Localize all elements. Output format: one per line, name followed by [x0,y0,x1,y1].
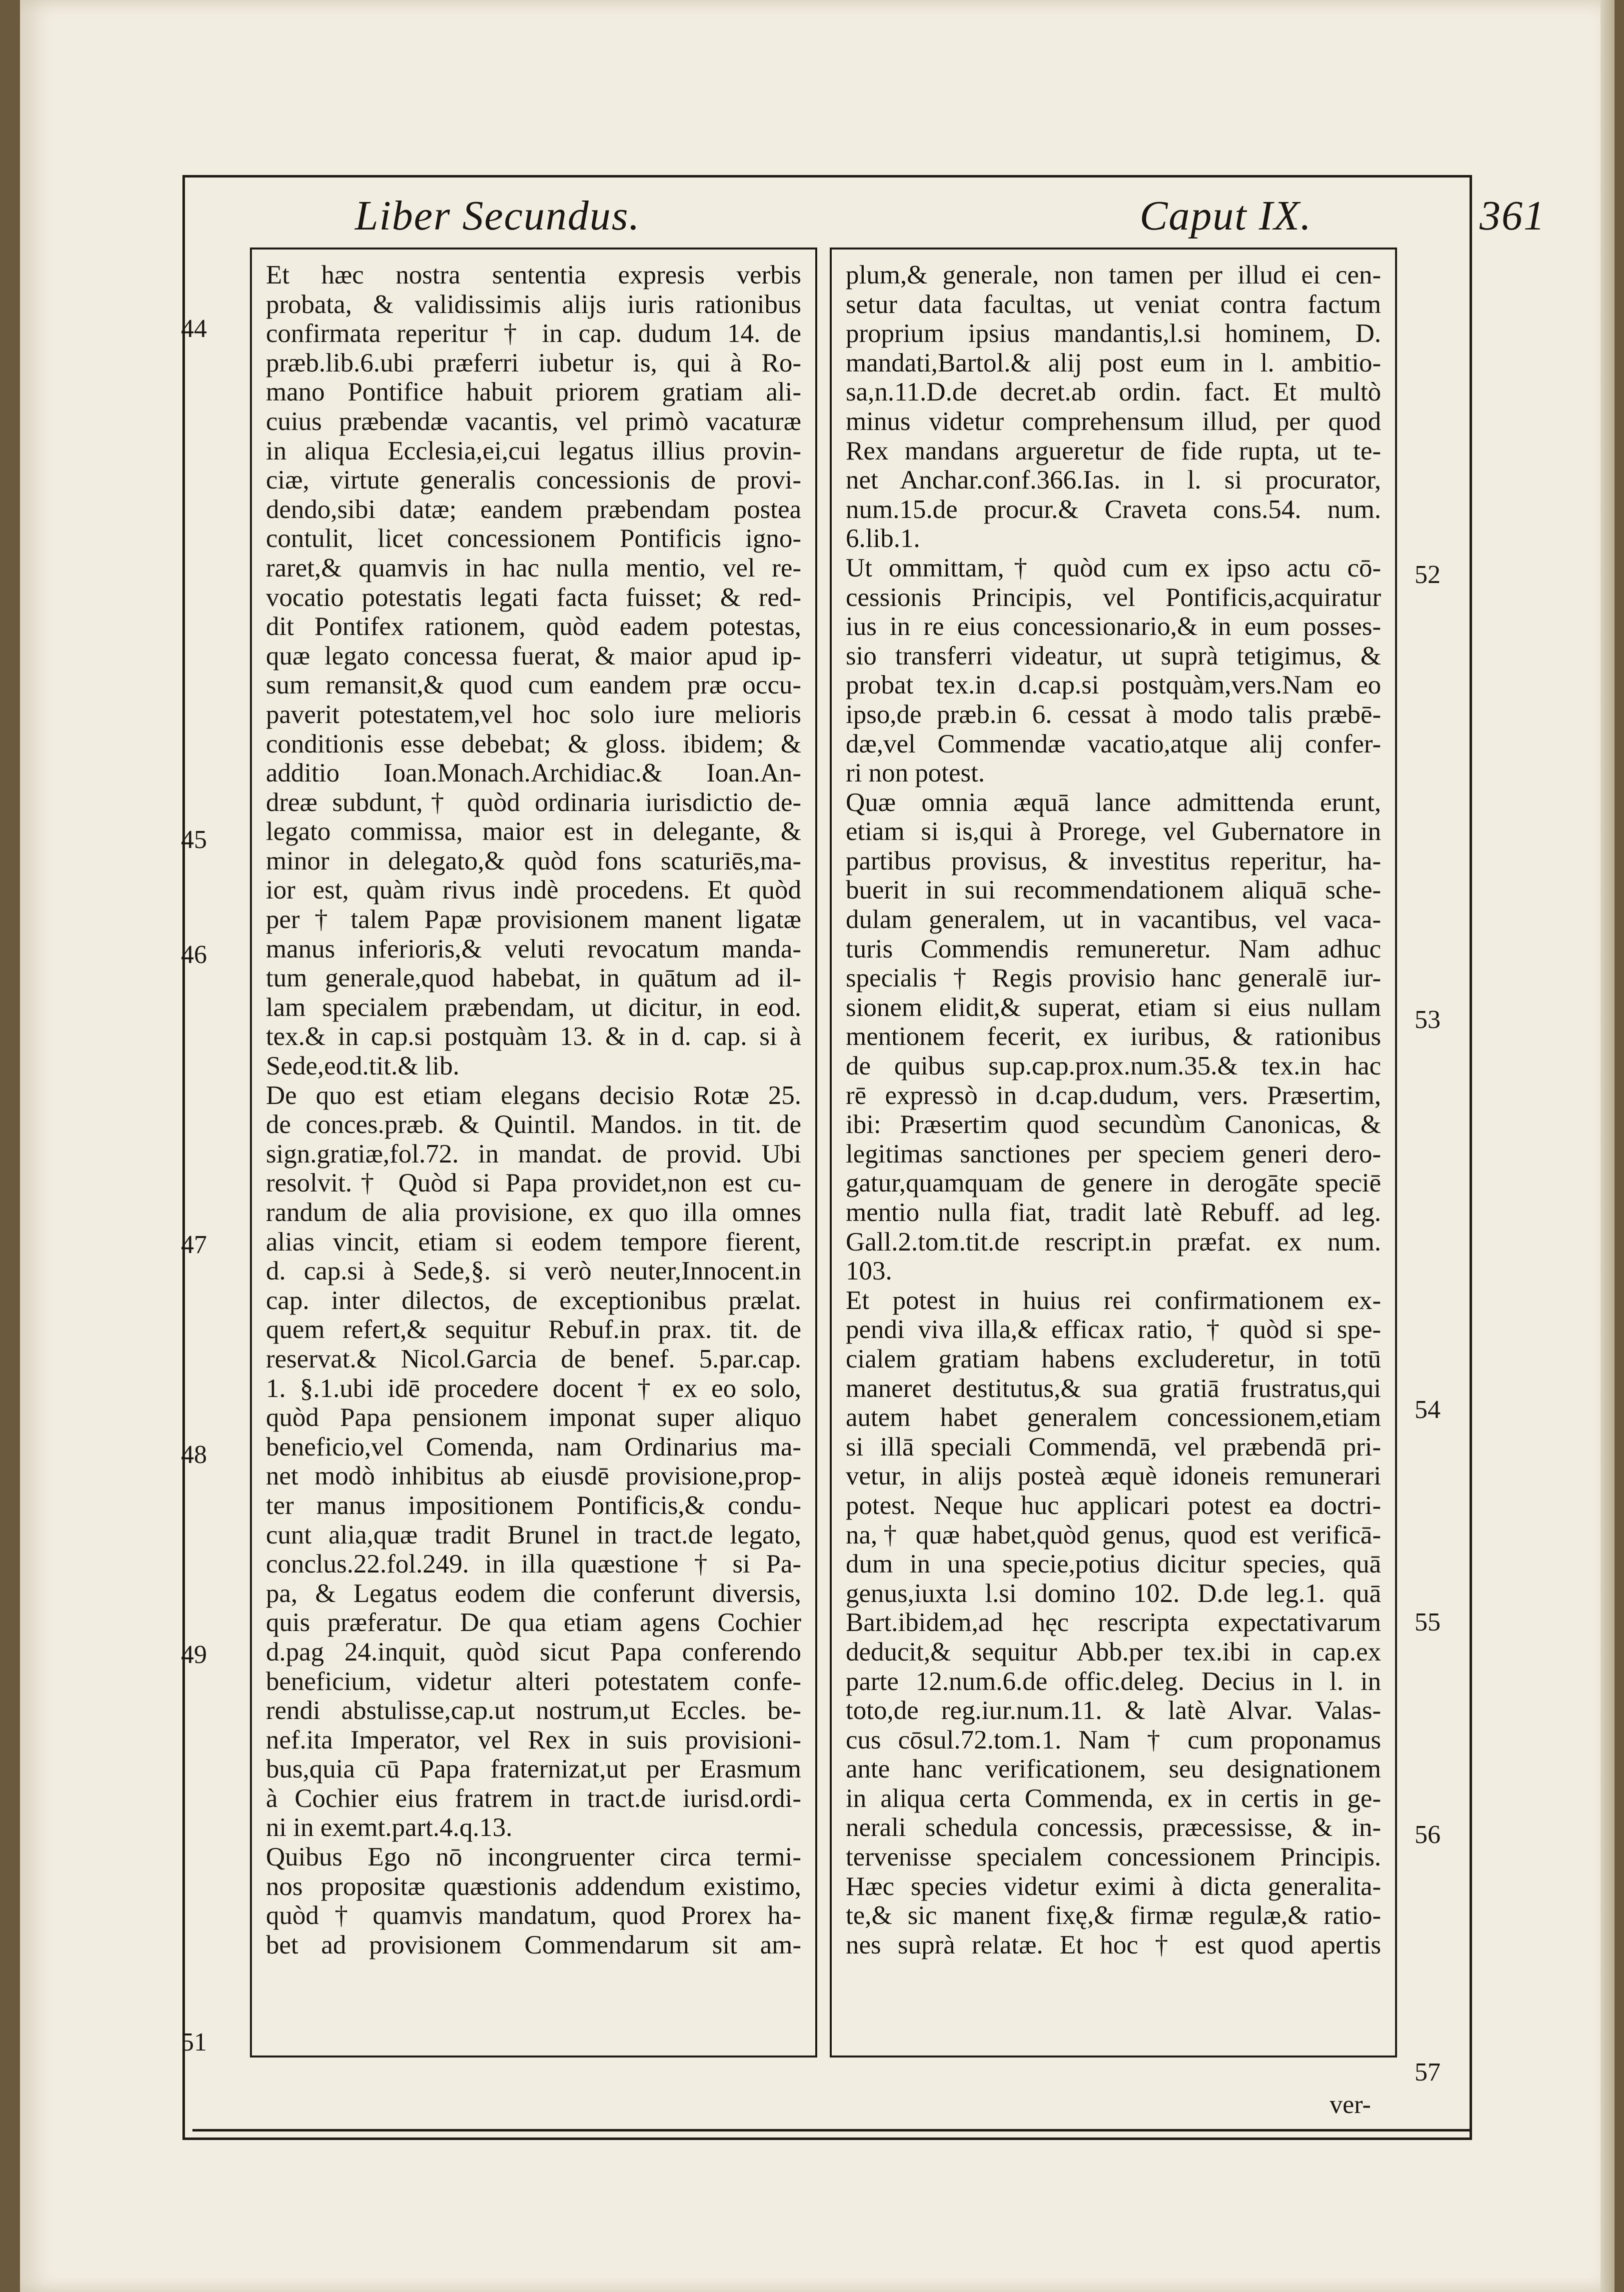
text-line: quis præferatur. De qua etiam agens Cochier [266,1608,801,1638]
catchword: ver- [1330,2090,1371,2119]
text-line: turis Commendis remuneretur. Nam adhuc [846,934,1381,964]
running-header [185,178,1546,248]
text-line: quem refert,& sequitur Rebuf.in prax. tit. de [266,1315,801,1344]
text-line: setur data facultas, ut veniat contra factum [846,290,1381,319]
text-line: pa, & Legatus eodem die conferunt diversis, [266,1578,801,1608]
text-line: net modò inhibitus ab eiusdē provisione,prop- [266,1462,801,1491]
text-line: dendo,sibi datæ; eandem præbendam postea [266,494,801,524]
margin-number: 47 [181,1230,207,1259]
text-line: cap. inter dilectos, de exceptionibus prælat. [266,1286,801,1315]
text-line: lam specialem præbendam, ut dicitur, in eod. [266,992,801,1022]
margin-number: 52 [1415,560,1441,589]
text-line: quæ legato concessa fuerat, & maior apud ip- [266,641,801,670]
text-line: resolvit.† Quòd si Papa providet,non est cu- [266,1168,801,1198]
text-line: probata, & validissimis alijs iuris rationibus [266,290,801,319]
margin-number: 46 [181,940,207,969]
text-line: probat tex.in d.cap.si postquàm,vers.Nam eo [846,670,1381,700]
margin-number: 56 [1415,1820,1441,1849]
text-line: Sede,eod.tit.& lib. [266,1052,460,1081]
text-line: 1. §.1.ubi idē procedere docent † ex eo solo, [266,1374,801,1403]
text-line: maneret destitutus,& sua gratiā frustratus,qui [846,1374,1381,1403]
text-line: manus inferioris,& veluti revocatum manda- [266,934,801,964]
text-line: à Cochier eius fratrem in tract.de iurisd.ordi- [266,1784,801,1813]
text-line: minus videtur comprehensum illud, per quod [846,406,1381,436]
text-line: nerali schedula concessis, præcessisse, & in- [846,1813,1381,1842]
text-line: net Anchar.conf.366.Ias. in l. si procurator, [846,466,1381,495]
text-line: randum de alia provisione, ex quo illa omnes [266,1198,801,1227]
text-line: bus,quia cū Papa fraternizat,ut per Erasmum [266,1754,801,1784]
text-line: ni in exemt.part.4.q.13. [266,1813,513,1842]
text-line: tum generale,quod habebat, in quātum ad il- [266,964,801,993]
header-chapter: Caput IX. [1140,192,1312,239]
right-text-column [830,248,1397,2058]
text-line: sionem elidit,& superat, etiam si eius nullam [846,992,1381,1022]
header-book-title: Liber Secundus. [355,192,641,239]
left-text-column [250,248,817,2058]
text-line: nes suprà relatæ. Et hoc † est quod apertis [846,1930,1381,1960]
text-line: ipso,de præb.in 6. cessat à modo talis præbē- [846,700,1381,729]
bottom-rule [192,2129,1470,2132]
text-line: d. cap.si à Sede,§. si verò neuter,Innocent.in [266,1256,801,1286]
text-line: toto,de reg.iur.num.11. & latè Alvar. Valas- [846,1696,1381,1726]
text-line: ri non potest. [846,758,985,788]
text-line: etiam si is,qui à Prorege, vel Gubernatore in [846,817,1381,846]
text-line: in aliqua certa Commenda, ex in certis in ge- [846,1784,1381,1813]
text-line: tex.& in cap.si postquàm 13. & in d. cap. si à [266,1022,801,1052]
text-line: gatur,quamquam de genere in derogāte speciē [846,1168,1381,1198]
text-line: cuius præbendæ vacantis, vel primò vacaturæ [266,406,801,436]
text-line: vocatio potestatis legati facta fuisset; & red- [266,582,801,612]
text-line: cialem gratiam habens excluderetur, in totū [846,1344,1381,1374]
text-line: De quo est etiam elegans decisio Rotæ 25. [266,1080,801,1110]
text-line: rendi abstulisse,cap.ut nostrum,ut Eccles. be- [266,1696,801,1726]
text-line: 103. [846,1256,892,1286]
text-line: ibi: Præsertim quod secundùm Canonicas, & [846,1110,1381,1140]
text-line: num.15.de procur.& Craveta cons.54. num. [846,494,1381,524]
text-line: additio Ioan.Monach.Archidiac.& Ioan.An- [266,758,801,788]
text-line: plum,& generale, non tamen per illud ei cen- [846,260,1381,290]
margin-number: 49 [181,1640,207,1669]
text-line: buerit in sui recommendationem aliquā sche- [846,876,1381,905]
text-line: si illā speciali Commendā, vel præbendā pri- [846,1432,1381,1462]
text-line: te,& sic manent fixę,& firmæ regulæ,& ratio- [846,1901,1381,1930]
page-edge [1601,0,1615,2292]
text-line: beneficio,vel Comenda, nam Ordinarius ma- [266,1432,801,1462]
text-line: rē expressò in d.cap.dudum, vers. Præsertim, [846,1080,1381,1110]
text-line: dæ,vel Commendæ vacatio,atque alij confer- [846,729,1381,758]
text-line: ior est, quàm rivus indè procedens. Et quòd [266,876,801,905]
text-line: na,† quæ habet,quòd genus, quod est verificā- [846,1520,1381,1550]
text-line: Quibus Ego nō incongruenter circa termi- [266,1842,801,1872]
text-line: raret,& quamvis in hac nulla mentio, vel re- [266,553,801,582]
text-line: de conces.præb. & Quintil. Mandos. in tit. de [266,1110,801,1140]
text-line: potest. Neque huc applicari potest ea doctri- [846,1490,1381,1520]
text-line: Gall.2.tom.tit.de rescript.in præfat. ex num. [846,1227,1381,1256]
text-line: legitimas sanctiones per speciem generi dero- [846,1139,1381,1168]
text-line: vetur, in alijs posteà æquè idoneis remunerari [846,1462,1381,1491]
text-line: cunt alia,quæ tradit Brunel in tract.de legato, [266,1520,801,1550]
text-line: ciæ, virtute generalis concessionis de provi- [266,466,801,495]
text-line: quòd Papa pensionem imponat super aliquo [266,1403,801,1432]
text-line: autem habet generalem concessionem,etiam [846,1403,1381,1432]
text-line: per † talem Papæ provisionem manent ligatæ [266,905,801,934]
text-line: genus,iuxta l.si domino 102. D.de leg.1. quā [846,1578,1381,1608]
margin-number: 45 [181,826,207,854]
margin-number: 55 [1415,1608,1441,1636]
text-line: Et potest in huius rei confirmationem ex- [846,1286,1381,1315]
text-line: in aliqua Ecclesia,ei,cui legatus illius provin- [266,436,801,466]
text-line: conclus.22.fol.249. in illa quæstione † si Pa- [266,1550,801,1579]
text-line: sio transferri videatur, ut suprà tetigimus, & [846,641,1381,670]
text-line: bet ad provisionem Commendarum sit am- [266,1930,801,1960]
text-line: d.pag 24.inquit, quòd sicut Papa conferendo [266,1637,801,1666]
text-line: legato commissa, maior est in delegante, & [266,817,801,846]
text-line: sign.gratiæ,fol.72. in mandat. de provid. Ubi [266,1139,801,1168]
text-line: Ut ommittam,† quòd cum ex ipso actu cō- [846,553,1381,582]
margin-number: 51 [181,2028,207,2056]
text-line: mandati,Bartol.& alij post eum in l. ambitio- [846,348,1381,378]
margin-number: 44 [181,314,207,343]
text-line: ante hanc verificationem, seu designationem [846,1754,1381,1784]
text-line: nef.ita Imperator, vel Rex in suis provisioni- [266,1725,801,1754]
text-line: nos propositæ quæstionis addendum existimo, [266,1872,801,1901]
text-line: sum remansit,& quod cum eandem præ occu- [266,670,801,700]
text-line: confirmata reperitur † in cap. dudum 14. de [266,319,801,348]
margin-number: 54 [1415,1396,1441,1424]
text-line: quòd † quamvis mandatum, quod Prorex ha- [266,1901,801,1930]
text-line: reservat.& Nicol.Garcia de benef. 5.par.cap. [266,1344,801,1374]
text-line: dum in una specie,potius dicitur species, quā [846,1550,1381,1579]
text-line: parte 12.num.6.de offic.deleg. Decius in l. in [846,1666,1381,1696]
text-line: sa,n.11.D.de decret.ab ordin. fact. Et multò [846,378,1381,407]
margin-number: 53 [1415,1006,1441,1034]
text-line: alias vincit, etiam si eodem tempore fierent, [266,1227,801,1256]
text-line: mentio nulla fiat, tradit latè Rebuff. ad leg. [846,1198,1381,1227]
text-line: præb.lib.6.ubi præferri iubetur is, qui à Ro- [266,348,801,378]
text-line: minor in delegato,& quòd fons scaturiēs,ma- [266,846,801,876]
text-line: dreæ subdunt,† quòd ordinaria iurisdictio de- [266,788,801,817]
text-line: contulit, licet concessionem Pontificis igno- [266,524,801,554]
text-line: mentionem fecerit, ex iuribus, & rationibus [846,1022,1381,1052]
text-line: tervenisse specialem concessionem Principis. [846,1842,1381,1872]
margin-number: 57 [1415,2058,1441,2086]
text-line: partibus provisus, & investitus reperitur, ha- [846,846,1381,876]
text-line: cessionis Principis, vel Pontificis,acquiratur [846,582,1381,612]
text-line: deducit,& sequitur Abb.per tex.ibi in cap.ex [846,1637,1381,1666]
text-line: mano Pontifice habuit priorem gratiam ali- [266,378,801,407]
text-line: proprium ipsius mandantis,l.si hominem, D. [846,319,1381,348]
book-page [20,0,1615,2292]
text-line: de quibus sup.cap.prox.num.35.& tex.in hac [846,1052,1381,1081]
text-line: ius in re eius concessionario,& in eum posses- [846,612,1381,642]
text-line: dulam generalem, ut in vacantibus, vel vaca- [846,905,1381,934]
text-line: Hæc species videtur eximi à dicta generalita- [846,1872,1381,1901]
text-line: paverit potestatem,vel hoc solo iure melioris [266,700,801,729]
text-line: beneficium, videtur alteri potestatem confe- [266,1666,801,1696]
margin-number: 48 [181,1440,207,1469]
text-line: conditionis esse debebat; & gloss. ibidem; & [266,729,801,758]
text-line: Bart.ibidem,ad hęc rescripta expectativarum [846,1608,1381,1638]
text-line: Quæ omnia æquā lance admittenda erunt, [846,788,1381,817]
text-line: Et hæc nostra sententia expresis verbis [266,260,801,290]
text-line: 6.lib.1. [846,524,920,554]
page-number: 361 [1480,192,1546,239]
text-line: dit Pontifex rationem, quòd eadem potestas, [266,612,801,642]
text-line: Rex mandans argueretur de fide rupta, ut te- [846,436,1381,466]
text-line: specialis † Regis provisio hanc generalē iur- [846,964,1381,993]
text-line: ter manus impositionem Pontificis,& condu- [266,1490,801,1520]
text-line: pendi viva illa,& efficax ratio, † quòd si spe- [846,1315,1381,1344]
text-line: cus cōsul.72.tom.1. Nam † cum proponamus [846,1725,1381,1754]
text-frame [182,175,1546,2140]
